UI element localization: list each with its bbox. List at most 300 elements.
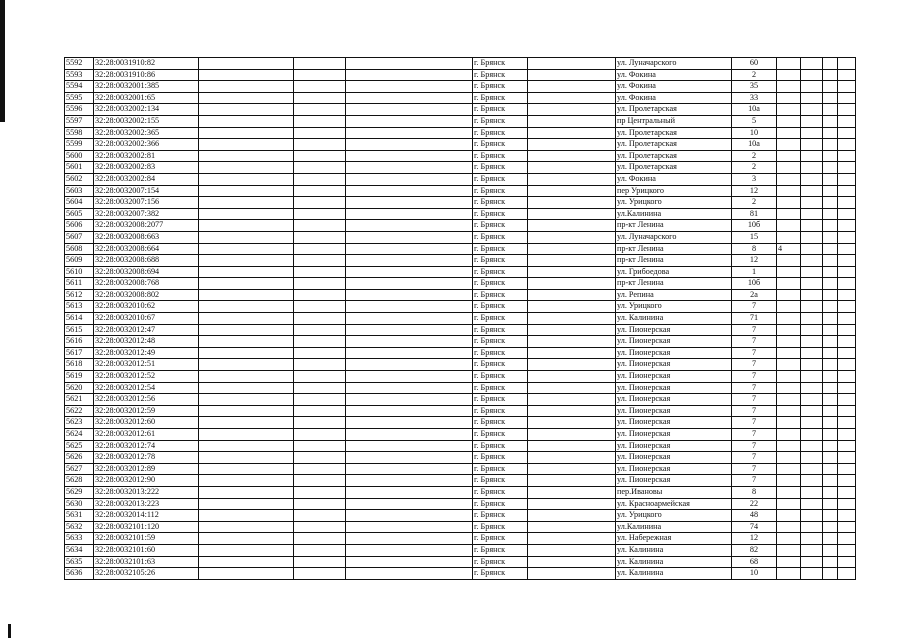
table-row: [65, 324, 856, 336]
cell-cadastral: 32:28:0032001:385: [94, 81, 199, 93]
table-row: [65, 533, 856, 545]
cell-empty: [528, 231, 616, 243]
cell-empty: [294, 313, 346, 325]
cell-num: 5614: [65, 313, 94, 325]
cell-street: ул. Пионерская: [616, 475, 732, 487]
cell-empty: [838, 568, 856, 580]
cell-empty: [528, 208, 616, 220]
cell-street: ул. Фокина: [616, 92, 732, 104]
table-row: [65, 208, 856, 220]
cell-num: 5613: [65, 301, 94, 313]
cell-city: г. Брянск: [473, 359, 528, 371]
cell-num: 5633: [65, 533, 94, 545]
cell-empty: [801, 556, 823, 568]
cell-street: ул. Пролетарская: [616, 104, 732, 116]
cell-street: ул. Фокина: [616, 81, 732, 93]
cell-empty: [838, 429, 856, 441]
cell-empty: [823, 255, 838, 267]
cell-city: г. Брянск: [473, 429, 528, 441]
cell-empty: [838, 556, 856, 568]
cell-num: 5621: [65, 394, 94, 406]
cell-empty: [199, 417, 294, 429]
cell-empty: [801, 568, 823, 580]
cell-empty: [823, 313, 838, 325]
cell-empty: [823, 81, 838, 93]
cell-num: 5634: [65, 544, 94, 556]
cell-empty: [199, 127, 294, 139]
table-row: [65, 139, 856, 151]
cell-cadastral: 32:28:0032002:134: [94, 104, 199, 116]
table-row: [65, 243, 856, 255]
cell-empty: [346, 69, 473, 81]
cell-city: г. Брянск: [473, 440, 528, 452]
cell-city: г. Брянск: [473, 173, 528, 185]
cell-empty: [346, 104, 473, 116]
cell-empty: [823, 69, 838, 81]
cell-city: г. Брянск: [473, 81, 528, 93]
cell-cadastral: 32:28:0031910:82: [94, 58, 199, 70]
cell-empty: [528, 162, 616, 174]
cell-empty: [528, 324, 616, 336]
cell-empty: [528, 452, 616, 464]
cell-house: 22: [732, 498, 777, 510]
cell-city: г. Брянск: [473, 69, 528, 81]
table-row: [65, 556, 856, 568]
table-row: [65, 568, 856, 580]
cell-empty: [801, 58, 823, 70]
cell-flat: [777, 486, 801, 498]
cell-empty: [838, 510, 856, 522]
cell-empty: [199, 405, 294, 417]
cell-empty: [294, 243, 346, 255]
cell-street: пр Центральный: [616, 115, 732, 127]
cell-empty: [801, 544, 823, 556]
cell-street: ул. Луначарского: [616, 231, 732, 243]
cell-street: ул. Фокина: [616, 173, 732, 185]
cell-empty: [838, 417, 856, 429]
cell-empty: [838, 220, 856, 232]
cell-cadastral: 32:28:0032101:120: [94, 521, 199, 533]
cell-city: г. Брянск: [473, 115, 528, 127]
cell-empty: [294, 150, 346, 162]
cell-empty: [801, 139, 823, 151]
cell-empty: [823, 463, 838, 475]
cell-house: 7: [732, 347, 777, 359]
registry-rows: [65, 58, 856, 580]
cell-num: 5604: [65, 197, 94, 209]
cell-empty: [294, 127, 346, 139]
cell-empty: [294, 440, 346, 452]
cell-empty: [823, 336, 838, 348]
cell-empty: [294, 510, 346, 522]
cell-city: г. Брянск: [473, 324, 528, 336]
cell-empty: [823, 289, 838, 301]
cell-empty: [801, 463, 823, 475]
cell-empty: [528, 475, 616, 487]
cell-cadastral: 32:28:0032012:74: [94, 440, 199, 452]
cell-flat: [777, 301, 801, 313]
cell-empty: [528, 58, 616, 70]
cell-flat: [777, 58, 801, 70]
cell-cadastral: 32:28:0032010:67: [94, 313, 199, 325]
cell-empty: [199, 266, 294, 278]
cell-flat: [777, 510, 801, 522]
cell-empty: [838, 127, 856, 139]
cell-empty: [838, 278, 856, 290]
cell-street: ул. Калинина: [616, 556, 732, 568]
cell-empty: [294, 452, 346, 464]
cell-empty: [294, 463, 346, 475]
cell-empty: [823, 127, 838, 139]
cell-flat: [777, 498, 801, 510]
cell-empty: [199, 185, 294, 197]
cell-num: 5617: [65, 347, 94, 359]
cell-empty: [838, 382, 856, 394]
cell-empty: [528, 405, 616, 417]
cell-house: 33: [732, 92, 777, 104]
cell-empty: [346, 58, 473, 70]
cell-house: 8: [732, 243, 777, 255]
cell-empty: [346, 92, 473, 104]
cell-city: г. Брянск: [473, 417, 528, 429]
cell-flat: [777, 220, 801, 232]
cell-num: 5609: [65, 255, 94, 267]
cell-empty: [823, 347, 838, 359]
cell-empty: [823, 429, 838, 441]
cell-num: 5612: [65, 289, 94, 301]
cell-empty: [199, 521, 294, 533]
cell-empty: [838, 324, 856, 336]
cell-city: г. Брянск: [473, 301, 528, 313]
cell-empty: [294, 69, 346, 81]
cell-num: 5622: [65, 405, 94, 417]
cell-empty: [528, 510, 616, 522]
cell-empty: [838, 359, 856, 371]
cell-empty: [294, 336, 346, 348]
cell-flat: [777, 475, 801, 487]
cell-house: 10а: [732, 139, 777, 151]
cell-flat: [777, 568, 801, 580]
cell-empty: [346, 243, 473, 255]
cell-cadastral: 32:28:0032007:154: [94, 185, 199, 197]
cell-num: 5628: [65, 475, 94, 487]
cell-empty: [528, 115, 616, 127]
cell-city: г. Брянск: [473, 266, 528, 278]
cell-flat: [777, 115, 801, 127]
cell-num: 5636: [65, 568, 94, 580]
cell-empty: [294, 185, 346, 197]
cell-empty: [294, 115, 346, 127]
cell-empty: [823, 394, 838, 406]
cell-empty: [838, 394, 856, 406]
table-row: [65, 173, 856, 185]
cell-house: 7: [732, 475, 777, 487]
cell-cadastral: 32:28:0032002:83: [94, 162, 199, 174]
cell-empty: [838, 336, 856, 348]
cell-empty: [294, 266, 346, 278]
cell-city: г. Брянск: [473, 208, 528, 220]
cell-empty: [199, 231, 294, 243]
table-row: [65, 417, 856, 429]
cell-flat: [777, 440, 801, 452]
cell-empty: [346, 486, 473, 498]
cell-cadastral: 32:28:0032012:54: [94, 382, 199, 394]
table-row: [65, 440, 856, 452]
cell-flat: [777, 405, 801, 417]
cell-empty: [199, 150, 294, 162]
cell-empty: [838, 533, 856, 545]
cell-cadastral: 32:28:0032008:2077: [94, 220, 199, 232]
cell-empty: [823, 510, 838, 522]
cell-empty: [528, 127, 616, 139]
cell-empty: [823, 371, 838, 383]
cell-empty: [838, 544, 856, 556]
cell-empty: [823, 440, 838, 452]
table-row: [65, 486, 856, 498]
cell-street: ул. Пионерская: [616, 405, 732, 417]
cell-cadastral: 32:28:0032008:768: [94, 278, 199, 290]
table-row: [65, 452, 856, 464]
cell-street: ул. Пионерская: [616, 394, 732, 406]
cell-empty: [823, 243, 838, 255]
registry-table: [64, 57, 856, 580]
cell-empty: [838, 498, 856, 510]
cell-empty: [346, 313, 473, 325]
scan-edge-mark-bottom: [8, 624, 11, 638]
cell-empty: [294, 371, 346, 383]
cell-empty: [838, 475, 856, 487]
cell-flat: [777, 92, 801, 104]
cell-empty: [294, 289, 346, 301]
cell-num: 5624: [65, 429, 94, 441]
cell-empty: [528, 278, 616, 290]
cell-house: 15: [732, 231, 777, 243]
cell-empty: [823, 220, 838, 232]
cell-empty: [801, 521, 823, 533]
cell-house: 7: [732, 405, 777, 417]
cell-empty: [823, 208, 838, 220]
cell-empty: [823, 150, 838, 162]
cell-cadastral: 32:28:0032012:90: [94, 475, 199, 487]
cell-empty: [801, 475, 823, 487]
cell-empty: [346, 463, 473, 475]
table-row: [65, 266, 856, 278]
cell-house: 71: [732, 313, 777, 325]
cell-street: пер.Ивановы: [616, 486, 732, 498]
cell-empty: [346, 510, 473, 522]
cell-empty: [823, 115, 838, 127]
cell-cadastral: 32:28:0032012:49: [94, 347, 199, 359]
cell-empty: [838, 81, 856, 93]
cell-empty: [528, 486, 616, 498]
cell-empty: [801, 104, 823, 116]
cell-empty: [346, 544, 473, 556]
table-row: [65, 185, 856, 197]
cell-empty: [294, 301, 346, 313]
cell-empty: [199, 324, 294, 336]
cell-empty: [838, 197, 856, 209]
cell-empty: [823, 521, 838, 533]
cell-street: ул. Калинина: [616, 544, 732, 556]
cell-empty: [346, 556, 473, 568]
table-row: [65, 336, 856, 348]
cell-empty: [528, 394, 616, 406]
cell-empty: [199, 498, 294, 510]
cell-empty: [199, 289, 294, 301]
cell-num: 5603: [65, 185, 94, 197]
cell-empty: [528, 429, 616, 441]
cell-num: 5632: [65, 521, 94, 533]
cell-street: пр-кт Ленина: [616, 278, 732, 290]
table-row: [65, 382, 856, 394]
cell-cadastral: 32:28:0032012:59: [94, 405, 199, 417]
cell-house: 10: [732, 127, 777, 139]
cell-cadastral: 32:28:0032014:112: [94, 510, 199, 522]
cell-house: 2а: [732, 289, 777, 301]
cell-empty: [528, 556, 616, 568]
cell-empty: [823, 197, 838, 209]
cell-cadastral: 32:28:0032010:62: [94, 301, 199, 313]
cell-empty: [346, 324, 473, 336]
cell-empty: [823, 162, 838, 174]
cell-street: пр-кт Ленина: [616, 220, 732, 232]
table-row: [65, 150, 856, 162]
cell-cadastral: 32:28:0032012:52: [94, 371, 199, 383]
cell-empty: [801, 92, 823, 104]
cell-empty: [528, 359, 616, 371]
cell-empty: [294, 347, 346, 359]
cell-empty: [294, 498, 346, 510]
cell-empty: [346, 278, 473, 290]
cell-street: ул. Пролетарская: [616, 139, 732, 151]
cell-empty: [528, 533, 616, 545]
cell-city: г. Брянск: [473, 313, 528, 325]
cell-cadastral: 32:28:0032012:60: [94, 417, 199, 429]
cell-street: ул. Пионерская: [616, 417, 732, 429]
cell-street: ул. Грибоедова: [616, 266, 732, 278]
cell-flat: [777, 197, 801, 209]
cell-city: г. Брянск: [473, 220, 528, 232]
cell-empty: [294, 382, 346, 394]
cell-empty: [346, 347, 473, 359]
cell-empty: [838, 69, 856, 81]
cell-empty: [801, 243, 823, 255]
cell-empty: [801, 301, 823, 313]
cell-flat: [777, 521, 801, 533]
cell-house: 3: [732, 173, 777, 185]
cell-flat: [777, 139, 801, 151]
cell-num: 5626: [65, 452, 94, 464]
cell-empty: [199, 382, 294, 394]
cell-empty: [199, 243, 294, 255]
cell-house: 1: [732, 266, 777, 278]
cell-num: 5630: [65, 498, 94, 510]
cell-num: 5616: [65, 336, 94, 348]
cell-empty: [294, 58, 346, 70]
cell-empty: [199, 394, 294, 406]
cell-empty: [801, 452, 823, 464]
cell-num: 5620: [65, 382, 94, 394]
cell-cadastral: 32:28:0032013:223: [94, 498, 199, 510]
cell-empty: [528, 417, 616, 429]
cell-empty: [823, 556, 838, 568]
cell-empty: [801, 185, 823, 197]
cell-empty: [528, 266, 616, 278]
cell-empty: [823, 568, 838, 580]
cell-empty: [294, 359, 346, 371]
cell-flat: [777, 231, 801, 243]
cell-cadastral: 32:28:0032008:663: [94, 231, 199, 243]
cell-num: 5618: [65, 359, 94, 371]
cell-empty: [838, 208, 856, 220]
cell-empty: [801, 231, 823, 243]
cell-empty: [294, 208, 346, 220]
cell-cadastral: 32:28:0032101:60: [94, 544, 199, 556]
cell-empty: [199, 475, 294, 487]
cell-empty: [294, 394, 346, 406]
cell-empty: [199, 544, 294, 556]
cell-empty: [199, 486, 294, 498]
cell-empty: [199, 359, 294, 371]
cell-empty: [294, 255, 346, 267]
cell-flat: [777, 452, 801, 464]
cell-empty: [838, 266, 856, 278]
cell-num: 5610: [65, 266, 94, 278]
cell-street: ул. Пионерская: [616, 440, 732, 452]
cell-empty: [801, 220, 823, 232]
cell-num: 5600: [65, 150, 94, 162]
cell-empty: [823, 533, 838, 545]
cell-cadastral: 32:28:0032101:63: [94, 556, 199, 568]
cell-empty: [801, 278, 823, 290]
cell-city: г. Брянск: [473, 127, 528, 139]
cell-flat: [777, 69, 801, 81]
cell-empty: [823, 544, 838, 556]
cell-empty: [528, 173, 616, 185]
table-row: [65, 92, 856, 104]
cell-city: г. Брянск: [473, 162, 528, 174]
cell-empty: [346, 382, 473, 394]
cell-street: ул.Калинина: [616, 208, 732, 220]
cell-flat: [777, 173, 801, 185]
cell-house: 7: [732, 324, 777, 336]
table-row: [65, 510, 856, 522]
cell-empty: [801, 533, 823, 545]
cell-empty: [823, 104, 838, 116]
cell-street: ул. Пионерская: [616, 429, 732, 441]
cell-house: 2: [732, 69, 777, 81]
cell-city: г. Брянск: [473, 347, 528, 359]
cell-empty: [294, 104, 346, 116]
cell-street: ул. Пионерская: [616, 382, 732, 394]
cell-house: 10: [732, 568, 777, 580]
cell-empty: [801, 266, 823, 278]
cell-house: 7: [732, 382, 777, 394]
cell-flat: [777, 185, 801, 197]
cell-empty: [528, 301, 616, 313]
cell-empty: [528, 150, 616, 162]
table-row: [65, 405, 856, 417]
cell-empty: [838, 452, 856, 464]
cell-street: ул. Калинина: [616, 568, 732, 580]
cell-empty: [528, 185, 616, 197]
cell-empty: [199, 452, 294, 464]
cell-num: 5596: [65, 104, 94, 116]
cell-house: 7: [732, 359, 777, 371]
cell-empty: [346, 498, 473, 510]
cell-empty: [199, 139, 294, 151]
cell-empty: [801, 150, 823, 162]
